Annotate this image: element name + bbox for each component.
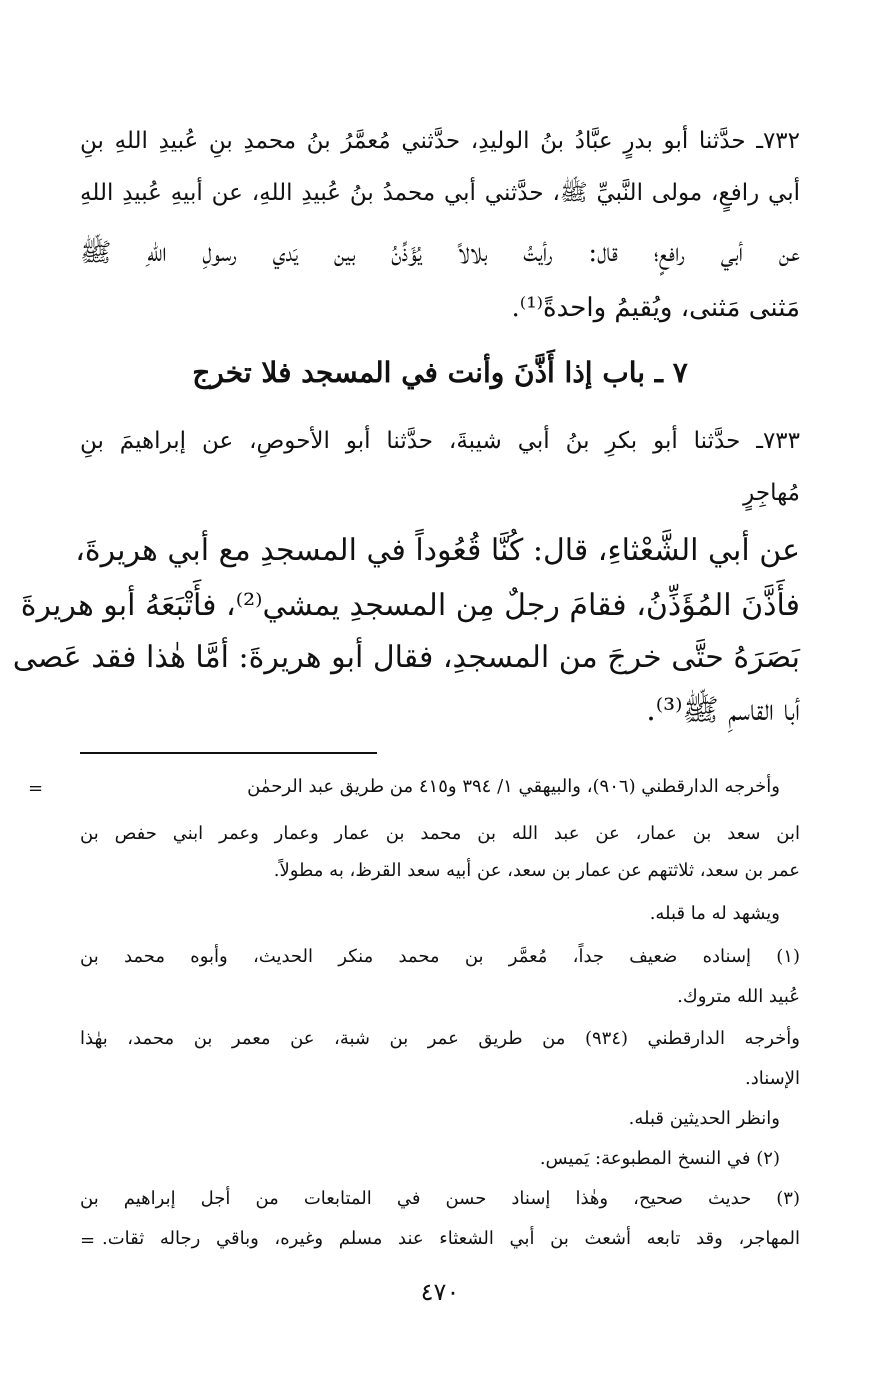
hadith-733-matn-line-3: بَصَرَهُ حتَّى خرجَ من المسجدِ، فقال أبو هريرةَ: أمَّا هٰذا فقد عَصى <box>12 640 800 675</box>
footnote-3-line-1: (٣) حديث صحيح، وهٰذا إسناد حسن في المتابعات من أجل إبراهيم بن <box>80 1188 800 1209</box>
hadith-733-matn-line-4: أبا القاسمِ ﷺ⁽³⁾. <box>646 693 800 728</box>
hadith-732-matn-line-1: عن أبي رافعٍ؛ قال: رأيتُ بلالاً يُؤَذِّنُ بين يَدي رسولِ اللهِ ﷺ <box>80 238 800 268</box>
footnote-1-line-3: وأخرجه الدارقطني (٩٣٤) من طريق عمر بن شبة، عن معمر بن محمد، بهٰذا <box>80 1028 800 1049</box>
chapter-title: ٧ ـ باب إذا أَذَّنَ وأنت في المسجد فلا تخرج <box>192 356 688 389</box>
footnote-1-line-2: عُبيد الله متروك. <box>677 986 800 1007</box>
footnote-line-3: عمر بن سعد، ثلاثتهم عن عمار بن سعد، عن أبيه سعد القرظ، به مطولاً. <box>273 860 800 881</box>
footnote-1-line-4: الإسناد. <box>744 1068 800 1089</box>
footnote-1-line-1: (١) إسناده ضعيف جداً، مُعمَّر بن محمد منكر الحديث، وأبوه محمد بن <box>80 946 800 967</box>
hadith-732-isnad-line-1: ٧٣٢ـ حدَّثنا أبو بدرٍ عبَّادُ بنُ الوليدِ، حدَّثني مُعمَّرُ بنُ محمدِ بنِ عُبيدِ اللهِ بنِ <box>80 128 800 154</box>
hadith-733-isnad-line-2: مُهاجِرٍ <box>743 480 800 506</box>
hadith-733-matn-line-1: عن أبي الشَّعْثاءِ، قال: كُنَّا قُعُوداً في المسجدِ مع أبي هريرةَ، <box>75 533 800 568</box>
footnote-continuation-mark-top: = <box>28 778 44 799</box>
footnote-line-2: ابن سعد بن عمار، عن عبد الله بن محمد بن عمار وعمار وعمر ابني حفص بن <box>80 823 800 844</box>
hadith-732-matn-line-2: مَثنى مَثنى، ويُقيمُ واحدةً⁽¹⁾. <box>511 293 800 323</box>
hadith-733-matn-line-2: فأَذَّنَ المُؤَذِّنُ، فقامَ رجلٌ مِن المسجدِ يمشي⁽²⁾، فأَتْبَعَهُ أبو هريرةَ <box>20 588 800 623</box>
footnote-separator <box>80 752 377 754</box>
book-page <box>12 118 800 1348</box>
footnote-line-1: وأخرجه الدارقطني (٩٠٦)، والبيهقي ١/ ٣٩٤ و٤١٥ من طريق عبد الرحمٰن <box>247 776 780 797</box>
footnote-continuation-mark-bottom: = <box>80 1230 96 1251</box>
page-number: ٤٧٠ <box>420 1278 460 1306</box>
hadith-732-isnad-line-2: أبي رافعٍ، مولى النَّبيِّ ﷺ، حدَّثني أبي محمدُ بنُ عُبيدِ اللهِ، عن أبيهِ عُبيدِ اللهِ <box>80 180 800 206</box>
footnote-line-4: ويشهد له ما قبله. <box>649 903 780 924</box>
footnote-3-line-2: المهاجر، وقد تابعه أشعث بن أبي الشعثاء عند مسلم وغيره، وباقي رجاله ثقات. <box>102 1228 800 1249</box>
footnote-2: (٢) في النسخ المطبوعة: يَميس. <box>539 1148 780 1169</box>
hadith-733-isnad-line-1: ٧٣٣ـ حدَّثنا أبو بكرِ بنُ أبي شيبةَ، حدَّثنا أبو الأحوصِ، عن إبراهيمَ بنِ <box>80 428 800 454</box>
footnote-1-line-5: وانظر الحديثين قبله. <box>628 1108 780 1129</box>
